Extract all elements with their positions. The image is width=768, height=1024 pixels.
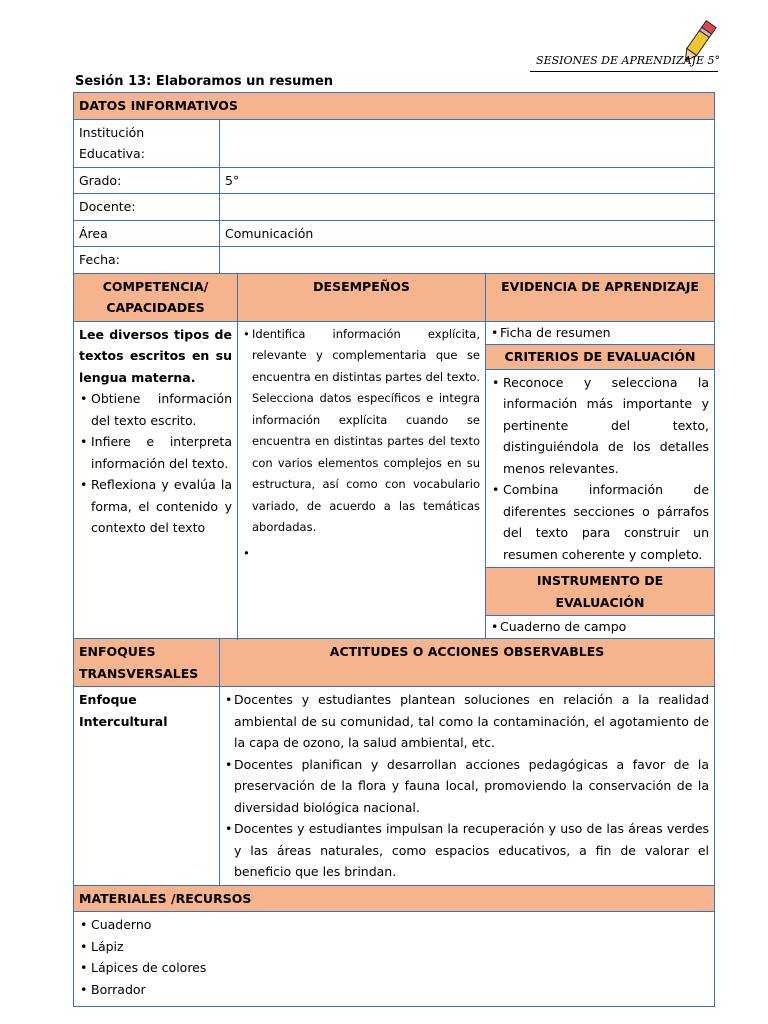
evidencia-item: • Ficha de resumen <box>491 324 709 342</box>
area-label: Área <box>74 220 220 247</box>
fecha-value <box>220 247 715 274</box>
criterio-item: • Reconoce y selecciona la información más importante y pertinente del texto, distinguiéndola de los detalles menos relevantes. <box>491 372 709 480</box>
accion-item: • Docentes y estudiantes impulsan la recuperación y uso de las áreas verdes y las áreas naturales, como espacios educativos, a fin de valorar el beneficio que les brindan. <box>225 818 709 883</box>
grado-label: Grado: <box>74 167 220 194</box>
institucion-value <box>220 119 715 167</box>
criterios-cell <box>486 369 715 568</box>
instrumento-cell <box>486 616 715 639</box>
session-table <box>73 92 715 1007</box>
instrumento-item: • Cuaderno de campo <box>491 618 709 636</box>
accion-item: • Docentes y estudiantes plantean soluciones en relación a la realidad ambiental de su comunidad, tal como la contaminación, el agotamiento de la capa de ozono, la salud ambiental, etc. <box>225 689 709 754</box>
desempenos-cell <box>238 321 486 639</box>
material-item: • Lápiz <box>79 936 709 958</box>
enfoque-name: Enfoque Intercultural <box>74 687 220 886</box>
materiales-list <box>79 914 709 1000</box>
institucion-label: Institución Educativa: <box>74 119 220 167</box>
accion-item: • Docentes planifican y desarrollan acciones pedagógicas a favor de la preservación de la flora y fauna local, promoviendo la conservación de la diversidad biológica nacional. <box>225 754 709 819</box>
desempenos-list <box>243 324 480 561</box>
evidencia-header: EVIDENCIA DE APRENDIZAJE <box>486 273 715 321</box>
header-underline <box>530 71 718 72</box>
criterio-item: • Combina información de diferentes secciones o párrafos del texto para construir un resumen coherente y completo. <box>491 479 709 565</box>
capacidades-list <box>79 388 232 539</box>
capacidad-item: • Obtiene información del texto escrito. <box>79 388 232 431</box>
competencia-cell <box>74 321 238 639</box>
evidencia-cell <box>486 321 715 344</box>
acciones-cell <box>220 687 715 886</box>
grado-value: 5° <box>220 167 715 194</box>
criterios-header: CRITERIOS DE EVALUACIÓN <box>486 344 715 369</box>
competencia-text: Lee diversos tipos de textos escritos en su lengua materna. <box>79 326 232 385</box>
material-item: • Borrador <box>79 979 709 1001</box>
desempenos-header: DESEMPEÑOS <box>238 273 486 321</box>
materiales-cell <box>74 912 715 1007</box>
capacidad-item: • Infiere e interpreta información del texto. <box>79 431 232 474</box>
competencia-header: COMPETENCIA/ CAPACIDADES <box>74 273 238 321</box>
series-title: SESIONES DE APRENDIZAJE 5° <box>536 54 720 67</box>
docente-value <box>220 194 715 221</box>
fecha-label: Fecha: <box>74 247 220 274</box>
instrumento-header: INSTRUMENTO DE EVALUACIÓN <box>486 568 715 616</box>
capacidad-item: • Reflexiona y evalúa la forma, el contenido y contexto del texto <box>79 474 232 539</box>
area-value: Comunicación <box>220 220 715 247</box>
desempeno-item <box>243 543 480 561</box>
acciones-list <box>225 689 709 883</box>
actitudes-header: ACTITUDES O ACCIONES OBSERVABLES <box>220 639 715 687</box>
material-item: • Cuaderno <box>79 914 709 936</box>
material-item: • Lápices de colores <box>79 957 709 979</box>
enfoques-header: ENFOQUES TRANSVERSALES <box>74 639 220 687</box>
session-title: Sesión 13: Elaboramos un resumen <box>75 74 334 89</box>
docente-label: Docente: <box>74 194 220 221</box>
desempeno-item: • Identifica información explícita, relevante y complementaria que se encuentra en distintas partes del texto. Selecciona datos específicos e integra información explícita cuando se encuentra en distintas partes del texto con varios elementos complejos en su estructura, así como con vocabulario variado, de acuerdo a las temáticas abordadas. <box>243 324 480 539</box>
materiales-header: MATERIALES /RECURSOS <box>74 885 715 912</box>
datos-informativos-header: DATOS INFORMATIVOS <box>74 93 715 120</box>
criterios-list <box>491 372 709 566</box>
